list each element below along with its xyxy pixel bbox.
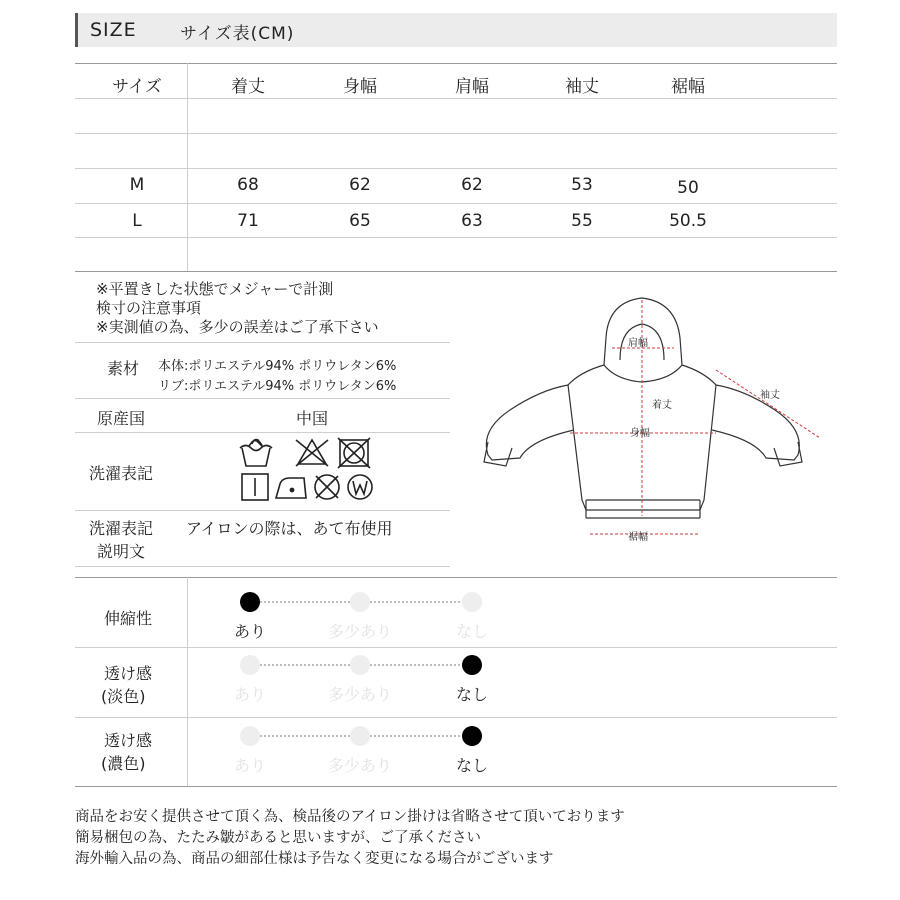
wash-note-label-2: 説明文 — [97, 542, 146, 561]
property-divider — [187, 577, 188, 786]
material-label: 素材 — [107, 359, 140, 378]
measure-note: ※平置きした状態でメジャーで計測 — [96, 280, 334, 298]
origin-value: 中国 — [296, 409, 329, 428]
wash-label: 洗濯表記 — [89, 464, 154, 483]
material-body: 本体:ポリエステル94% ポリウレタン6% — [158, 359, 397, 374]
table-rule — [75, 98, 837, 99]
scale-option-label: 多少あり — [327, 685, 392, 704]
table-cell: 53 — [571, 175, 593, 195]
scale-line — [370, 735, 460, 737]
property-label: 伸縮性 — [104, 609, 153, 628]
info-rule — [75, 342, 450, 343]
table-rule — [75, 203, 837, 204]
table-cell: 62 — [349, 175, 371, 195]
scale-option-label: あり — [233, 685, 266, 704]
scale-dot — [240, 726, 260, 746]
scale-dot — [350, 655, 370, 675]
scale-option-label: 多少あり — [327, 622, 392, 641]
hoodie-diagram — [470, 290, 840, 560]
measure-note: ※実測値の為、多少の誤差はご了承下さい — [96, 318, 379, 336]
info-rule — [75, 398, 450, 399]
no-tumble-dry-icon — [338, 438, 370, 468]
footer-note: 海外輸入品の為、商品の細部仕様は予告なく変更になる場合がございます — [75, 851, 554, 867]
scale-dot — [350, 592, 370, 612]
diagram-length-label: 着丈 — [652, 400, 672, 411]
table-cell: 71 — [237, 211, 259, 231]
no-dry-clean-icon — [315, 475, 339, 499]
property-label: 透け感 — [104, 731, 153, 750]
property-rule — [75, 717, 837, 718]
diagram-hem-label: 裾幅 — [628, 532, 648, 543]
scale-line — [370, 601, 460, 603]
scale-line — [260, 664, 350, 666]
wet-clean-icon — [348, 475, 372, 499]
wash-note-value: アイロンの際は、あて布使用 — [186, 519, 393, 538]
diagram-body-label: 身幅 — [630, 428, 650, 439]
wash-symbols — [232, 436, 382, 504]
scale-line — [260, 601, 350, 603]
table-cell: 50.5 — [669, 211, 707, 231]
footer-note: 簡易梱包の為、たたみ皺があると思いますが、ご了承ください — [75, 830, 481, 846]
scale-option-label: 多少あり — [327, 756, 392, 775]
column-header-shoulder-width: 肩幅 — [455, 77, 489, 97]
header-subtitle: サイズ表(CM) — [180, 24, 295, 44]
column-header-sleeve-length: 袖丈 — [565, 77, 599, 97]
scale-line — [370, 664, 460, 666]
table-rule — [75, 63, 837, 64]
scale-dot-selected — [462, 726, 482, 746]
line-dry-icon — [242, 474, 268, 500]
table-cell: 62 — [461, 175, 483, 195]
header-size-label: SIZE — [90, 19, 137, 41]
table-cell: 55 — [571, 211, 593, 231]
column-header-hem-width: 裾幅 — [671, 77, 705, 97]
table-rule — [75, 168, 837, 169]
property-rule — [75, 786, 837, 787]
diagram-sleeve-label: 袖丈 — [760, 390, 780, 401]
header-accent — [75, 13, 78, 47]
handwash-icon — [240, 440, 272, 467]
scale-dot — [350, 726, 370, 746]
column-header-body-width: 身幅 — [343, 77, 377, 97]
scale-option-label: あり — [233, 756, 266, 775]
info-rule — [75, 432, 450, 433]
scale-line — [260, 735, 350, 737]
scale-dot — [462, 592, 482, 612]
property-rule — [75, 577, 837, 578]
footer-note: 商品をお安く提供させて頂く為、検品後のアイロン掛けは省略させて頂いております — [75, 809, 625, 825]
table-rule — [75, 271, 837, 272]
scale-option-label: なし — [455, 685, 488, 704]
table-cell: 68 — [237, 175, 259, 195]
material-rib: リブ:ポリエステル94% ポリウレタン6% — [158, 379, 397, 394]
no-bleach-icon — [296, 440, 328, 466]
column-header-length: 着丈 — [231, 77, 265, 97]
row-size-label: M — [129, 175, 145, 195]
info-rule — [75, 566, 450, 567]
scale-dot-selected — [462, 655, 482, 675]
table-cell: 50 — [677, 178, 699, 198]
row-size-label: L — [132, 211, 142, 231]
info-rule — [75, 510, 450, 511]
column-header-size: サイズ — [112, 77, 162, 97]
table-rule — [75, 237, 837, 238]
scale-dot — [240, 655, 260, 675]
scale-option-label: なし — [455, 756, 488, 775]
property-sublabel: (淡色) — [101, 687, 146, 706]
scale-dot-selected — [240, 592, 260, 612]
table-cell: 65 — [349, 211, 371, 231]
iron-low-icon — [276, 478, 306, 498]
hoodie-illustration — [470, 290, 840, 560]
scale-option-label: なし — [455, 622, 488, 641]
table-cell: 63 — [461, 211, 483, 231]
property-label: 透け感 — [104, 664, 153, 683]
property-sublabel: (濃色) — [101, 754, 146, 773]
table-rule — [75, 133, 837, 134]
wash-note-label: 洗濯表記 — [89, 519, 154, 538]
origin-label: 原産国 — [97, 409, 146, 428]
diagram-shoulder-label: 肩幅 — [628, 338, 648, 349]
property-rule — [75, 647, 837, 648]
scale-option-label: あり — [233, 622, 266, 641]
table-divider — [187, 63, 188, 271]
measure-note: 検寸の注意事項 — [96, 299, 202, 317]
